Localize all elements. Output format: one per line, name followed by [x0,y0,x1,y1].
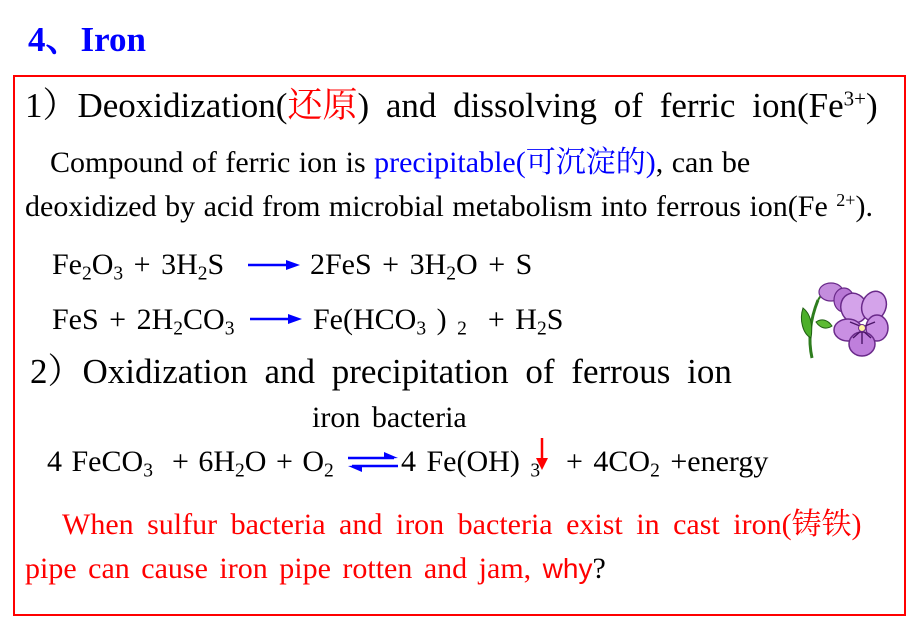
question-line-1: When sulfur bacteria and iron bacteria exist in cast iron(铸铁) [62,508,862,541]
right-arrow-icon [246,258,302,272]
formula-text: Fe [52,248,82,281]
formula-text: S [546,303,564,336]
chinese-term-reduction: 还原 [287,86,358,125]
formula-text: + 4CO [566,445,651,478]
formula-text: O [91,248,114,281]
subscript: 3 [143,460,153,482]
question-emphasis-why: why [542,553,593,584]
formula-text: + 3H [123,248,198,281]
down-arrow-icon [534,436,550,472]
precipitable-highlight: precipitable(可沉淀的) [374,146,656,179]
formula-text: O + S [456,248,533,281]
formula-text: 4 Fe(OH) [401,445,531,478]
subscript: 3 [113,263,124,285]
subscript: 3 [530,460,541,482]
subscript: 2 [457,318,467,340]
formula-text: Fe(HCO [313,303,417,336]
section1-heading [25,88,878,123]
equation-3-products [401,445,541,482]
equation-1-products [310,248,533,285]
right-arrow-icon [248,312,304,326]
equation-3-reactants [47,445,334,482]
formula-text: CO [183,303,225,336]
formula-text: 2FeS + 3H [310,248,447,281]
description-text: Compound of ferric ion is [50,146,375,179]
subscript: 3 [416,318,427,340]
formula-text: +energy [659,445,769,478]
ferrous-charge-superscript: 2+ [836,190,856,211]
question-mark: ? [592,552,606,585]
equation-3-byproducts [566,445,769,482]
subscript: 3 [224,318,235,340]
reaction-condition-label: iron bacteria [312,401,467,434]
slide-title: 4、Iron [28,20,146,59]
ferric-charge-superscript: 3+ [843,86,866,111]
formula-text: FeS + 2H [52,303,174,336]
description-text: deoxidized by acid from microbial metabolism into ferrous ion(Fe [25,190,837,223]
equilibrium-arrow-icon [346,451,400,473]
equation-2-reactants [52,303,235,340]
section1-heading-text-cont: ) and dissolving of ferric ion(Fe [357,86,844,125]
section2-heading: 2）Oxidization and precipitation of ferrous ion [30,352,732,391]
formula-text: O + O [244,445,325,478]
subscript: 2 [197,263,208,285]
description-line-1 [50,148,750,178]
description-text-end: , can be [655,146,751,179]
formula-text: S [207,248,225,281]
formula-text: 4 FeCO [47,445,144,478]
subscript: 2 [173,318,184,340]
subscript: 2 [650,460,660,482]
equation-2-products [313,303,564,340]
section1-heading-text: 1）Deoxidization( [25,86,288,125]
equation-1-reactants [52,248,225,285]
subscript: 2 [324,460,334,482]
question-text: pipe can cause iron pipe rotten and jam, [25,552,543,585]
subscript: 2 [235,460,245,482]
formula-text: + H [466,303,537,336]
description-line-2 [25,192,873,222]
question-line-2 [25,554,606,584]
section1-heading-close: ) [865,86,878,125]
description-text-end: ). [855,190,873,223]
formula-text: + 6H [152,445,236,478]
formula-text: ) [426,303,458,336]
subscript: 2 [446,263,457,285]
subscript: 2 [536,318,547,340]
violet-flower-illustration [798,278,890,360]
subscript: 2 [82,263,92,285]
